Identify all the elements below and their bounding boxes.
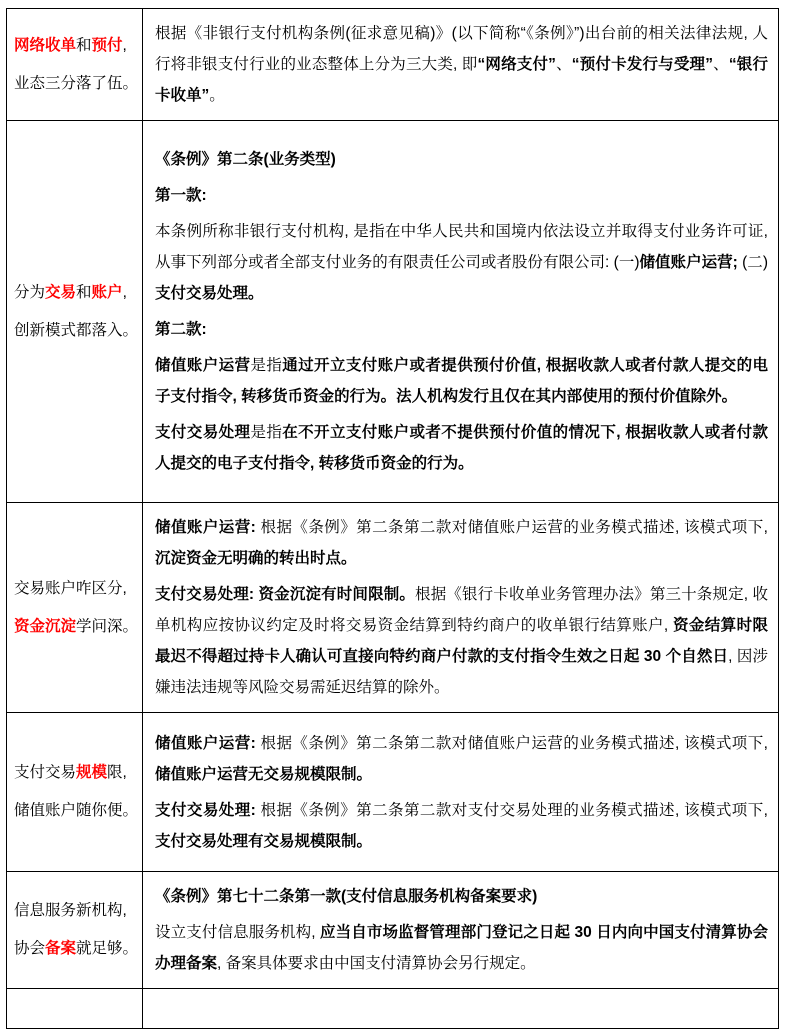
text-run: (二)	[737, 254, 768, 271]
text-run: 储值账户随你便。	[14, 802, 139, 819]
text-run: “预付卡发行与受理”	[571, 56, 713, 73]
text-run: 支付交易处理:	[155, 801, 256, 819]
content-cell	[143, 872, 779, 989]
text-run: “银行卡收单”	[155, 56, 768, 104]
text-run: 。	[209, 87, 225, 104]
verse-line	[14, 278, 137, 308]
text-run: 资金结算时限最迟不得超过持卡人确认可直接向特约商户付款的支付指令生效之日起 30 个自然日	[155, 617, 768, 665]
text-run: 备案	[45, 940, 77, 957]
content-cell	[143, 503, 779, 713]
verse-cell	[7, 713, 143, 872]
paragraph	[155, 350, 768, 412]
text-run: 分为	[14, 283, 46, 301]
text-run: 储值账户运营:	[155, 519, 256, 536]
text-run: “网络支付”	[477, 56, 556, 73]
paragraph	[155, 314, 768, 345]
verse-cell	[7, 503, 143, 713]
text-run: ,	[122, 36, 127, 54]
text-run: 支付交易处理。	[155, 285, 264, 302]
text-run: 是指	[250, 424, 283, 441]
text-run: 根据《条例》第二条第二款对储值账户运营的业务模式描述, 该模式项下,	[255, 734, 768, 752]
verse-line	[14, 612, 137, 642]
text-run: 、	[555, 56, 572, 73]
text-run: 设立支付信息服务机构,	[155, 924, 321, 941]
paragraph	[155, 180, 768, 211]
verse-line	[14, 69, 137, 99]
content-cell	[143, 713, 779, 872]
content-cell	[143, 989, 779, 1029]
text-run: 支付交易处理	[155, 424, 251, 441]
document-page	[0, 8, 792, 993]
text-run: 储值账户运营	[155, 357, 251, 374]
text-run: 本条例所称非银行支付机构, 是指在中华人民共和国境内依法设立并取得支付业务许可证, 从事下列部分或者全部支付业务的有限责任公司或者股份有限公司: (一)	[155, 223, 768, 271]
text-run: 、	[712, 56, 729, 73]
text-run: 交易账户咋区分,	[14, 579, 127, 597]
text-run: 支付交易	[14, 764, 77, 781]
paragraph	[155, 417, 768, 479]
verse-line	[14, 896, 137, 926]
text-run: 储值账户运营:	[155, 734, 256, 752]
regulation-table	[6, 8, 779, 1029]
content-cell	[143, 9, 779, 121]
text-run: 预付	[91, 36, 123, 54]
paragraph	[155, 144, 768, 175]
text-run: ,	[122, 283, 127, 301]
table-row	[7, 503, 779, 713]
text-run: 创新模式都落入。	[14, 321, 139, 339]
text-run: 学问深。	[76, 617, 139, 635]
text-run: 根据《条例》第二条第二款对支付交易处理的业务模式描述, 该模式项下,	[255, 801, 768, 819]
verse-cell	[7, 9, 143, 121]
verse-line	[14, 574, 137, 604]
text-run: 第二款:	[155, 321, 207, 338]
text-run: , 因涉嫌违法违规等风险交易需延迟结算的除外。	[155, 648, 768, 696]
text-run: 交易	[45, 283, 77, 301]
text-run: 应当自市场监督管理部门登记之日起 30 日内向中国支付清算协会办理备案	[155, 924, 768, 972]
verse-cell	[7, 872, 143, 989]
text-run: 和	[76, 36, 92, 54]
text-run: 根据《非银行支付机构条例(征求意见稿)》(以下简称“《条例》”)出台前的相关法律法规, 人行将非银支付行业的业态整体上分为三大类, 即	[155, 25, 768, 73]
text-run: 根据《条例》第二条第二款对储值账户运营的业务模式描述, 该模式项下,	[255, 519, 768, 536]
table-row	[7, 9, 779, 121]
text-run: 业态三分落了伍。	[14, 74, 139, 92]
text-run: 规模	[76, 764, 108, 781]
table-row	[7, 872, 779, 989]
text-run: 账户	[91, 283, 123, 301]
text-run: 储值账户运营无交易规模限制。	[155, 765, 373, 783]
text-run: , 备案具体要求由中国支付清算协会另行规定。	[217, 955, 536, 972]
verse-line	[14, 31, 137, 61]
verse-line	[14, 316, 137, 346]
text-run: 支付交易处理有交易规模限制。	[155, 832, 373, 850]
table-row	[7, 713, 779, 872]
table-row	[7, 121, 779, 503]
text-run: 《条例》第二条(业务类型)	[155, 151, 336, 168]
paragraph	[155, 216, 768, 309]
text-run: 和	[76, 283, 92, 301]
text-run: 限,	[107, 764, 127, 781]
text-run: 网络收单	[14, 36, 77, 54]
text-run: 第一款:	[155, 187, 207, 204]
text-run: 在不开立支付账户或者不提供预付价值的情况下, 根据收款人或者付款人提交的电子支付指令, 转移货币资金的行为。	[155, 424, 768, 472]
text-run: 沉淀资金无明确的转出时点。	[155, 550, 357, 567]
text-run: 信息服务新机构,	[14, 902, 127, 919]
verse-line	[14, 796, 137, 826]
text-run: 储值账户运营;	[639, 254, 738, 271]
paragraph	[155, 917, 768, 979]
table-body	[7, 9, 779, 1029]
paragraph	[155, 728, 768, 790]
text-run: 根据《银行卡收单业务管理办法》第三十条规定, 收单机构应按协议约定及时将交易资金结算到特约商户的收单银行结算账户,	[155, 586, 768, 634]
text-run: 《条例》第七十二条第一款(支付信息服务机构备案要求)	[155, 888, 538, 905]
text-run: 资金沉淀	[14, 617, 77, 635]
text-run: 就足够。	[76, 940, 139, 957]
text-run: 是指	[250, 357, 283, 374]
paragraph	[155, 795, 768, 857]
paragraph	[155, 512, 768, 574]
paragraph	[155, 579, 768, 703]
paragraph	[155, 18, 768, 111]
table-row	[7, 989, 779, 1029]
content-cell	[143, 121, 779, 503]
verse-cell	[7, 989, 143, 1029]
text-run: 支付交易处理: 资金沉淀有时间限制。	[155, 586, 416, 603]
verse-line	[14, 758, 137, 788]
paragraph	[155, 881, 768, 912]
text-run: 通过开立支付账户或者提供预付价值, 根据收款人或者付款人提交的电子支付指令, 转移货币资金的行为。法人机构发行且仅在其内部使用的预付价值除外。	[155, 357, 768, 405]
text-run: 协会	[14, 940, 46, 957]
verse-cell	[7, 121, 143, 503]
verse-line	[14, 934, 137, 964]
